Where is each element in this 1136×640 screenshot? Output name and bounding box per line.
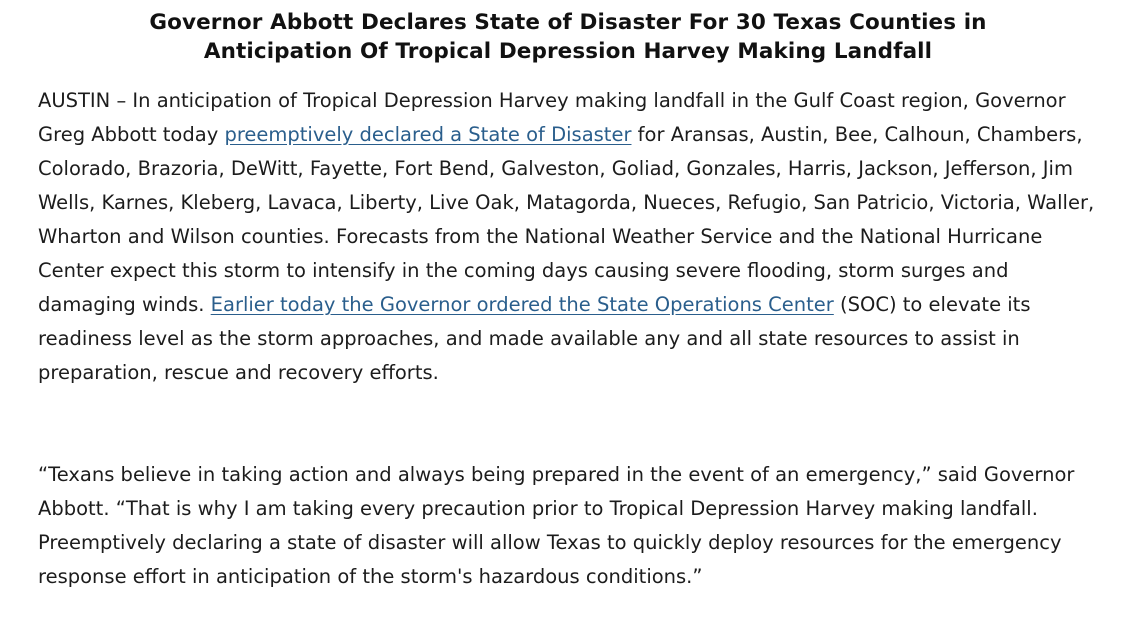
disaster-declaration-link[interactable]: preemptively declared a State of Disaster <box>224 123 632 146</box>
headline-line-1: Governor Abbott Declares State of Disaster For 30 Texas Counties in <box>149 10 987 35</box>
paragraph-1-text-b: for Aransas, Austin, Bee, Calhoun, Chambers, Colorado, Brazoria, DeWitt, Fayette, Fort Bend, Galveston, Goliad, Gonzales, Harris, Jackson, Jefferson, Jim Wells, Karnes, Kleberg, Lavaca, Liberty, Live Oak, Matagorda, Nueces, Refugio, San Patricio, Victoria, Waller, Wharton and Wilson counties. Forecasts from the National Weather Service and the National Hurricane Center expect this storm to intensify in the coming days causing severe flooding, storm surges and damaging winds. <box>38 123 1095 316</box>
paragraph-1-text-c: (SOC) to elevate its readiness level as the storm approaches, and made available any and all state resources to assist in preparation, rescue and recovery efforts. <box>38 293 1031 384</box>
press-release-headline <box>40 8 1096 66</box>
paragraph-1-text-a: AUSTIN – In anticipation of Tropical Depression Harvey making landfall in the Gulf Coast region, Governor Greg Abbott today <box>38 89 1066 146</box>
body-paragraph-1 <box>38 84 1108 390</box>
governor-quote-text: “Texans believe in taking action and always being prepared in the event of an emergency,” said Governor Abbott. “That is why I am taking every precaution prior to Tropical Depression Harvey making landfall. Preemptively declaring a state of disaster will allow Texas to quickly deploy resources for the emergency response effort in anticipation of the storm's hazardous conditions.” <box>38 463 1075 588</box>
headline-line-2: Anticipation Of Tropical Depression Harvey Making Landfall <box>203 39 933 64</box>
body-paragraph-2-quote <box>38 458 1108 594</box>
state-operations-center-link[interactable]: Earlier today the Governor ordered the State Operations Center <box>210 293 834 316</box>
